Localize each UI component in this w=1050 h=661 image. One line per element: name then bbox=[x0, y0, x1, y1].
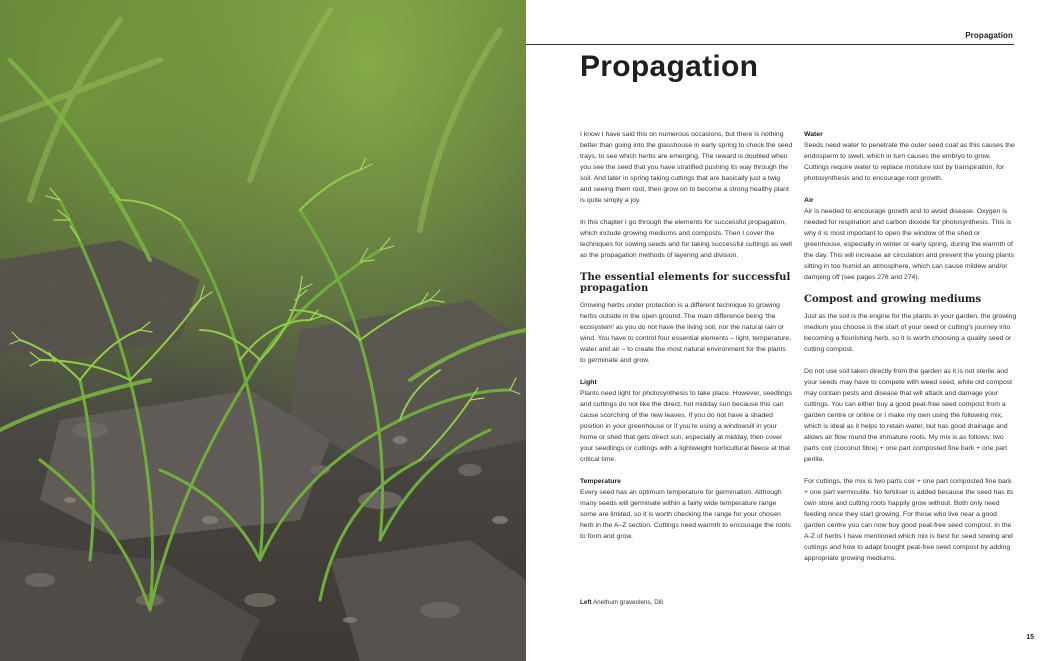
light-body: Plants need light for photosynthesis to take place. However, seedlings and cuttings do not like the direct, hot midday sun because this can cause scorching of the new leaves. If you do not have a shaded position in your greenhouse or if you're using a windowsill in your home or shed that gets direct sun, especially at midday, then cover your seedlings or cuttings with a lightweight horticultural fleece at that critical time. bbox=[580, 390, 792, 463]
text-page bbox=[526, 0, 1050, 661]
caption-text: Anethum graveolens, Dill bbox=[592, 599, 663, 606]
temperature-body: Every seed has an optimum temperature for germination. Although many seeds will germinate within a fairly wide temperature range some are limited, so it is worth checking the range for your chosen herb in the A–Z section. Cuttings need warmth to encourage the roots to form and grow. bbox=[580, 489, 791, 540]
left-column bbox=[580, 129, 793, 553]
running-head: Propagation bbox=[965, 31, 1013, 40]
intro-paragraph-1: I know I have said this on numerous occasions, but there is nothing better than going into the glasshouse in early spring to check the seed trays, to see which herbs are emerging. The reward is doubled when you see the seed that you have stratified pushing its way through the soil. And later in spring taking cuttings that are basically just a twig and seeing them root, then grow on to become a strong healthy plant is quite simply a joy. bbox=[580, 131, 793, 204]
air-body: Air is needed to encourage growth and to avoid disease. Oxygen is needed for respiration and carbon dioxide for photosynthesis. This is why it is most important to open the window of the shed or greenhouse, especially in winter or early spring, during the warmth of the day. This will increase air circulation and prevent the young plants sitting in too humid an atmosphere, which can cause mildew and/or damping off (see pages 276 and 274). bbox=[804, 208, 1015, 281]
right-column bbox=[804, 129, 1017, 575]
page-number: 15 bbox=[1026, 634, 1034, 641]
section-heading-compost: Compost and growing mediums bbox=[804, 294, 982, 305]
water-body: Seeds need water to penetrate the outer seed coat as this causes the endosperm to swell, which in turn causes the embryo to grow. Cuttings require water to replace moisture lost by transpiration, for photosynthesis and to encourage root growth. bbox=[804, 142, 1015, 182]
page-title: Propagation bbox=[580, 50, 759, 83]
compost-body-2: Do not use soil taken directly from the garden as it is not sterile and your seeds may have to compete with weed seed, while old compost may contain pests and disease that will attack and damage your cuttings. You can either buy a good peat-free seed compost from a garden centre or online or I make my own using the following mix, which is ideal as it helps to retain water, but has good drainage and allows air flow round the immature roots. My mix is as follows: two parts coir (coconut fibre) + one part composted fine bark + one part perlite. bbox=[804, 368, 1013, 463]
photo-caption bbox=[580, 599, 663, 606]
compost-body-1: Just as the soil is the engine for the plants in your garden, the growing medium you choose is the start of your seed or cutting's journey into becoming a flourishing herb, so it is worth choosing a quality seed or cutting compost. bbox=[804, 313, 1017, 353]
subheading-temperature: Temperature bbox=[580, 478, 621, 485]
section-body-essential-elements: Growing herbs under protection is a different technique to growing herbs outside in the open ground. The main difference being 'the ecosystem' as you do not have the living soil, nor the natural rain or wind. You have to control four essential elements – light, temperature, water and air – to create the most natural environment for the plants to germinate and grow. bbox=[580, 302, 792, 364]
caption-label: Left bbox=[580, 599, 592, 606]
section-heading-essential-elements: The essential elements for successful propagation bbox=[580, 272, 791, 294]
subheading-water: Water bbox=[804, 131, 823, 138]
intro-paragraph-2: In this chapter I go through the elements for successful propagation, which include growing mediums and composts. Then I cover the techniques for sowing seeds and for taking successful cuttings as well as the propagation methods of layering and division. bbox=[580, 219, 792, 259]
header-rule bbox=[526, 44, 1014, 45]
compost-body-3: For cuttings, the mix is two parts coir + one part composted fine bark + one part vermiculite. No fertiliser is added because the seed has its own store and cutting roots happily grow without. Both only need feeding once they start growing. For those who live near a good garden centre you can now buy good peat-free seed compost. In the A-Z of herbs I have mentioned which mix is best for seed sowing and cuttings and how to adapt bought peat-free seed compost by adding appropriate growing mediums. bbox=[804, 478, 1014, 562]
subheading-light: Light bbox=[580, 379, 597, 386]
subheading-air: Air bbox=[804, 197, 814, 204]
